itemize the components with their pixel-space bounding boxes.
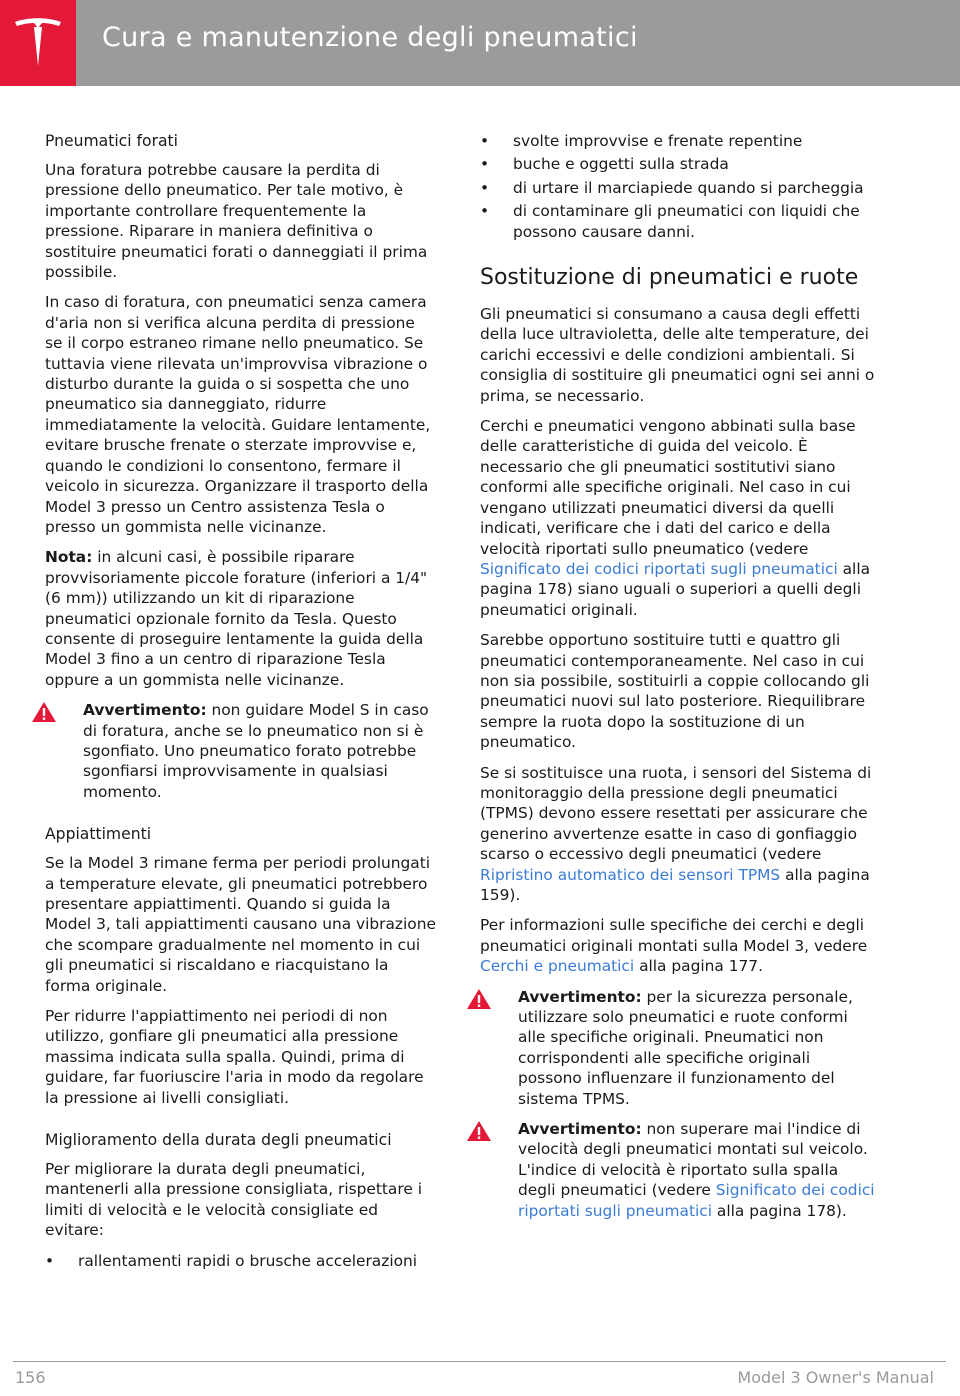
paragraph: Per ridurre l'appiattimento nei periodi di non utilizzo, gonfiare gli pneumatici alla pressione massima indicata sulla spalla. Quindi, prima di guidare, far fuoriuscire l'aria in modo da regolare la pressione ai livelli consigliati. xyxy=(45,1007,424,1107)
warning-block xyxy=(45,700,437,802)
warning-block: Avvertimento: non superare mai l'indice di velocità degli pneumatici montati sul veicolo. L'indice di velocità è riportato sulla spalla degli pneumatici (vedere Significato dei codici riportati sugli pneumatici alla pagina 178). xyxy=(480,1119,875,1221)
manual-title: Model 3 Owner's Manual xyxy=(737,1368,934,1387)
paragraph: Se si sostituisce una ruota, i sensori del Sistema di monitoraggio della pressione degli pneumatici (TPMS) devono essere resettati per assicurare che generino avvertenze esatte in caso di gonfiaggio scarso o eccessivo degli pneumatici (vedere Ripristino automatico dei sensori TPMS alla pagina 159). xyxy=(480,763,872,904)
bullet-icon: • xyxy=(480,202,490,221)
bullet-icon: • xyxy=(480,132,490,150)
paragraph: Per informazioni sulle specifiche dei cerchi e degli pneumatici originali montati sulla Model 3, vedere Cerchi e pneumatici alla pagina 177. xyxy=(480,916,868,976)
section-heading-pneumatici-forati: Pneumatici forati xyxy=(45,132,178,150)
warning-text: non guidare Model S in caso di foratura, anche se lo pneumatico non si è sgonfiato. Uno pneumatico forato potrebbe sgonfiarsi improvvisamente in qualsiasi momento. xyxy=(83,701,429,801)
warning-label: Avvertimento: xyxy=(518,987,642,1006)
link-ripristino-tpms[interactable]: Ripristino automatico dei sensori TPMS xyxy=(480,865,781,884)
paragraph: Per migliorare la durata degli pneumatici, mantenerli alla pressione consigliata, rispettare i limiti di velocità e le velocità consigliate ed evitare: xyxy=(45,1160,422,1240)
section-heading-sostituzione: Sostituzione di pneumatici e ruote xyxy=(480,265,859,291)
section-heading-durata: Miglioramento della durata degli pneumatici xyxy=(45,1131,392,1150)
paragraph: In caso di foratura, con pneumatici senza camera d'aria non si verifica alcuna perdita di pressione se il corpo estraneo rimane nello pneumatico. Se tuttavia viene rilevata un'improvvisa vibrazione o disturbo durante la guida o si sospetta che uno pneumatico sia danneggiato, ridurre immediatamente la velocità. Guidare lentamente, evitare brusche frenate o sterzate improvvise e, quando le condizioni lo consentono, fermare il veicolo in sicurezza. Organizzare il trasporto della Model 3 presso un Centro assistenza Tesla o presso un gommista nelle vicinanze. xyxy=(45,293,431,536)
paragraph: Sarebbe opportuno sostituire tutti e quattro gli pneumatici contemporaneamente. Nel caso in cui non sia possibile, sostituirli a coppie collocando gli pneumatici nuovi sul lato posteriore. Riequilibrare sempre la ruota dopo la sostituzione di un pneumatico. xyxy=(480,631,870,752)
note xyxy=(45,547,437,690)
warning-icon xyxy=(466,1120,492,1142)
link-significato-codici[interactable]: Significato dei codici riportati sugli pneumatici xyxy=(518,1181,875,1220)
tesla-logo-icon xyxy=(13,16,63,68)
warning-label: Avvertimento: xyxy=(83,701,207,720)
section-heading-appiattimenti: Appiattimenti xyxy=(45,825,152,844)
note-text: in alcuni casi, è possibile riparare provvisoriamente piccole forature (inferiori a 1/4" (6 mm)) utilizzando un kit di riparazione pneumatici opzionale fornito da Tesla. Questo consente di proseguire lentamente la guida della Model 3 fino a un centro di riparazione Tesla oppure a un gommista nelle vicinanze. xyxy=(45,548,428,689)
page-title: Cura e manutenzione degli pneumatici xyxy=(102,22,638,53)
bullet-icon: • xyxy=(480,155,490,174)
list-item: • svolte improvvise e frenate repentine xyxy=(480,132,803,150)
paragraph: Una foratura potrebbe causare la perdita di pressione dello pneumatico. Per tale motivo, è importante controllare frequentemente la pressione. Riparare in maniera definitiva o sostituire pneumatici forati o danneggiati il prima possibile. xyxy=(45,161,428,282)
link-significato-codici[interactable]: Significato dei codici riportati sugli pneumatici xyxy=(480,559,838,578)
warning-label: Avvertimento: xyxy=(518,1120,642,1139)
warning-text: per la sicurezza personale, utilizzare solo pneumatici e ruote conformi alle specifiche originali. Pneumatici non corrispondenti alle specifiche originali possono influenzare il funzionamento del sistema TPMS. xyxy=(518,987,853,1108)
list-item: • di contaminare gli pneumatici con liquidi che possono causare danni. xyxy=(480,202,860,241)
bullet-icon: • xyxy=(45,1251,55,1270)
right-column xyxy=(480,131,875,1231)
list-item: • buche e oggetti sulla strada xyxy=(480,155,729,174)
bullet-icon: • xyxy=(480,178,490,197)
paragraph: Gli pneumatici si consumano a causa degli effetti della luce ultravioletta, delle alte temperature, dei carichi eccessivi e delle condizioni ambientali. Si consiglia di sostituire gli pneumatici ogni sei anni o prima, se necessario. xyxy=(480,305,875,405)
list-item: • di urtare il marciapiede quando si parcheggia xyxy=(480,178,864,197)
warning-icon xyxy=(466,988,492,1010)
tesla-logo xyxy=(0,0,76,86)
page-header xyxy=(0,0,960,86)
page-number: 156 xyxy=(15,1368,46,1387)
paragraph: Se la Model 3 rimane ferma per periodi prolungati a temperature elevate, gli pneumatici potrebbero presentare appiattimenti. Quando si guida la Model 3, tali appiattimenti causano una vibrazione che scompare gradualmente nel momento in cui gli pneumatici si riscaldano e riacquistano la forma originale. xyxy=(45,854,436,995)
note-label: Nota: xyxy=(45,548,93,567)
warning-icon xyxy=(31,701,57,723)
bullet-list xyxy=(45,1251,437,1271)
list-item: • rallentamenti rapidi o brusche accelerazioni xyxy=(45,1251,418,1270)
link-cerchi-pneumatici[interactable]: Cerchi e pneumatici xyxy=(480,957,635,976)
paragraph: Cerchi e pneumatici vengono abbinati sulla base delle caratteristiche di guida del veicolo. È necessario che gli pneumatici sostitutivi siano conformi alle specifiche originali. Nel caso in cui vengano utilizzati pneumatici diversi da quelli indicati, verificare che i dati del carico e della velocità riportati sullo pneumatico (vedere Significato dei codici riportati sugli pneumatici alla pagina 178) siano uguali o superiori a quelli degli pneumatici originali. xyxy=(480,417,871,619)
bullet-list xyxy=(480,131,875,242)
footer-divider xyxy=(13,1361,946,1362)
left-column xyxy=(45,131,437,1281)
warning-block xyxy=(480,987,875,1109)
